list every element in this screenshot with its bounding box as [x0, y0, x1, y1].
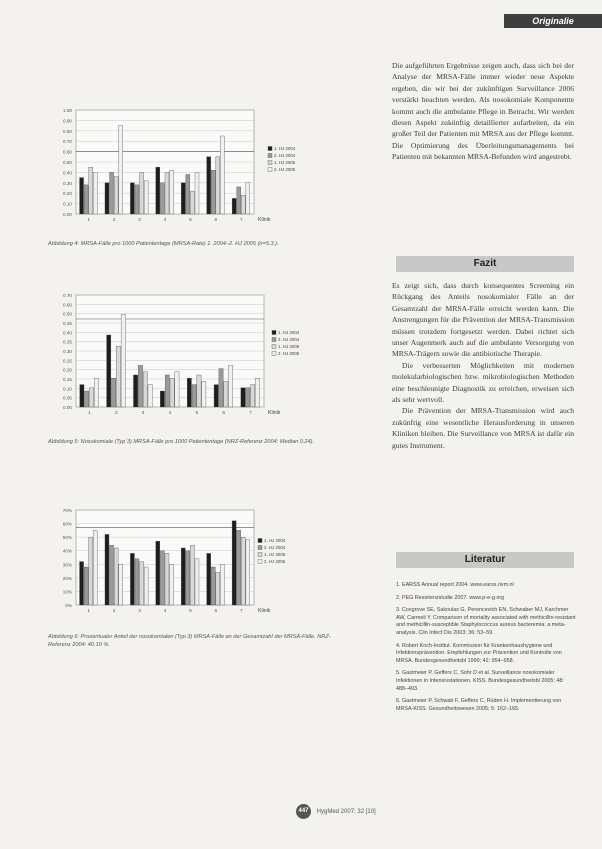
bar: [165, 172, 169, 214]
bar: [255, 378, 259, 407]
legend-label: 1. HJ 2005: [264, 552, 286, 557]
bar: [107, 335, 111, 407]
legend-label: 1. HJ 2005: [274, 160, 296, 165]
legend-label: 1. HJ 2004: [274, 146, 296, 151]
bar: [119, 126, 123, 214]
x-tick-label: 3: [138, 218, 141, 223]
reference-item: 3. Cosgrove SE, Sakoulas G, Perencevich EN, Schwaber MJ, Karchmer AW, Carmeli Y. Comparison of mortality associated with methicillin-resistant and methicillin-susceptible Staphylococcus aureus bacteremia: a meta-analysis. Clin Infect Dis 2003; 36: 53–59.: [396, 607, 576, 636]
x-tick-label: 7: [239, 218, 243, 223]
y-tick-label: 20%: [62, 575, 72, 581]
x-tick-label: 7: [249, 411, 252, 416]
x-tick-label: 3: [141, 411, 145, 416]
bar: [84, 185, 88, 214]
legend-swatch: [268, 147, 272, 151]
bar: [93, 172, 97, 214]
y-tick-label: 0.20: [63, 191, 72, 197]
bar: [130, 553, 134, 605]
bar: [140, 562, 144, 605]
legend-swatch: [258, 539, 262, 543]
x-tick-label: 4: [168, 411, 172, 416]
y-tick-label: 0.60: [63, 302, 72, 308]
y-tick-label: 0.70: [63, 139, 72, 145]
bar: [170, 564, 174, 605]
bar: [116, 346, 120, 407]
bar: [160, 391, 164, 407]
section-tag: Originalie: [504, 14, 602, 28]
x-tick-label: 6: [214, 218, 218, 223]
bar: [133, 375, 137, 407]
y-tick-label: 30%: [62, 562, 72, 568]
bar: [211, 170, 215, 214]
figure-caption: Abbildung 5: Nosokomiale (Typ 3) MRSA-Fälle pro 1000 Patiententage (NRZ-Referenz 2004: Median 0.24).: [48, 439, 315, 445]
bar: [241, 195, 245, 214]
legend-swatch: [258, 553, 262, 557]
legend-label: 2. HJ 2005: [278, 351, 300, 356]
y-tick-label: 0.25: [63, 358, 72, 364]
bar: [251, 385, 255, 407]
bar: [135, 185, 139, 214]
bar: [211, 567, 215, 605]
bar: [165, 375, 169, 407]
bar: [165, 553, 169, 605]
x-tick-label: 1: [88, 411, 91, 416]
bar: [135, 559, 139, 605]
y-tick-label: 0.45: [63, 321, 72, 326]
y-tick-label: 0.40: [63, 330, 72, 336]
bar: [237, 530, 241, 605]
bar: [229, 365, 233, 407]
bar: [140, 172, 144, 214]
x-tick-label: 1: [87, 218, 91, 223]
x-tick-label: 5: [189, 218, 192, 223]
bar: [197, 375, 201, 407]
bar: [84, 567, 88, 605]
bar: [246, 540, 250, 605]
bar: [121, 314, 125, 407]
bar: [144, 181, 148, 214]
bar: [186, 551, 190, 605]
y-tick-label: 0.30: [63, 349, 72, 354]
bar: [89, 537, 93, 605]
bar: [181, 548, 185, 605]
bar: [195, 559, 199, 605]
reference-item: 4. Robert Koch-Institut. Kommission für Krankenhaushygiene und Infektionsprävention. Empfehlungen zur Prävention und Kontrolle von MRSA. Bundesgesundheitsbl 1999; 42: 954–958.: [396, 642, 562, 664]
bar: [80, 385, 84, 407]
figure-caption: Abbildung 6: Prozentualer Anteil der nosokomialen (Typ 3) MRSA-Fälle an der Gesamtzahl der MRSA-Fälle. NRZ-Referenz 2004: 40.10 %.: [48, 634, 331, 648]
x-tick-label: 2: [112, 218, 116, 223]
y-tick-label: 0.30: [63, 180, 72, 186]
bar: [190, 191, 194, 214]
bar: [224, 381, 228, 407]
bar: [220, 564, 224, 605]
y-tick-label: 0.20: [63, 367, 72, 373]
bar: [160, 551, 164, 605]
bar: [246, 388, 250, 407]
legend-label: 2. HJ 2005: [264, 559, 286, 564]
bar: [160, 183, 164, 214]
bar: [138, 365, 142, 407]
x-tick-label: 4: [163, 609, 167, 614]
bar: [190, 545, 194, 605]
page-number: 447: [296, 804, 311, 819]
bar: [216, 572, 220, 605]
y-tick-label: 1.00: [63, 108, 72, 113]
reference-item: 2. PEG Resistenzstudie 2007. www.p-e-g.org: [396, 594, 505, 601]
y-tick-label: 10%: [62, 589, 72, 595]
x-tick-label: 3: [138, 609, 141, 614]
bar: [105, 183, 109, 214]
bar: [80, 562, 84, 605]
bar: [93, 530, 97, 605]
x-tick-label: 5: [189, 609, 192, 614]
reference-item: 1. EARSS Annual report 2004. www.earss.rivm.nl: [396, 582, 514, 588]
y-tick-label: 0.00: [63, 212, 72, 217]
bar: [214, 385, 218, 407]
y-tick-label: 0.15: [63, 377, 72, 382]
bar: [207, 157, 211, 214]
reference-item: 5. Gastmeier P, Geffers C, Sohr D et al. Surveillance nosokomialer Infektionen in Intensivstationen. KISS. Bundesgesundheitsbl 2005; 48: 488–493.: [396, 670, 564, 692]
y-tick-label: 0.90: [63, 118, 72, 124]
bar: [111, 378, 115, 407]
chart-group: [63, 293, 300, 416]
bar: [207, 553, 211, 605]
legend-swatch: [258, 546, 262, 550]
y-tick-label: 0.35: [63, 339, 72, 345]
bar: [175, 372, 179, 407]
bar: [237, 187, 241, 214]
y-tick-label: 50%: [62, 535, 72, 541]
bar: [220, 136, 224, 214]
bar: [192, 385, 196, 407]
legend-label: 2. HJ 2004: [274, 153, 296, 158]
y-tick-label: 0.05: [63, 395, 72, 401]
x-tick-label: 4: [163, 218, 167, 223]
legend-swatch: [268, 168, 272, 172]
legend-label: 2. HJ 2004: [264, 545, 286, 550]
y-tick-label: 40%: [62, 548, 72, 554]
legend-swatch: [272, 345, 276, 349]
y-tick-label: 0.10: [63, 386, 72, 392]
bar: [219, 369, 223, 407]
bar: [80, 178, 84, 214]
bar: [85, 391, 89, 407]
bar: [94, 378, 98, 407]
x-tick-label: 6: [214, 609, 218, 614]
y-tick-label: 0.80: [63, 128, 72, 134]
bar: [181, 183, 185, 214]
x-tick-label: 6: [222, 411, 226, 416]
bar: [130, 183, 134, 214]
y-tick-label: 70%: [62, 508, 72, 513]
legend-swatch: [272, 338, 276, 342]
bar: [241, 537, 245, 605]
legend-swatch: [272, 352, 276, 356]
y-tick-label: 0.10: [63, 201, 72, 207]
legend-label: 1. HJ 2004: [264, 538, 286, 543]
x-tick-label: 7: [239, 609, 243, 614]
y-tick-label: 0.40: [63, 170, 72, 176]
bar: [186, 174, 190, 214]
bar: [232, 521, 236, 605]
bar: [202, 381, 206, 407]
bar: [110, 172, 114, 214]
bar: [114, 177, 118, 214]
bar: [143, 372, 147, 407]
legend-label: 2. HJ 2005: [274, 167, 296, 172]
bar: [144, 567, 148, 605]
bar: [110, 545, 114, 605]
reference-item: 6. Gastmeier P, Schwab F, Geffers C, Rüden H. Implementierung von MRSA-KISS. Gesundheitswesen 2005; 5: 162–165.: [396, 698, 562, 712]
legend-label: 1. HJ 2004: [278, 330, 300, 335]
y-tick-label: 60%: [62, 521, 72, 527]
reference-list: [396, 582, 576, 718]
bar: [156, 541, 160, 605]
bar: [105, 534, 109, 605]
y-tick-label: 0.50: [63, 311, 72, 317]
chart-group: [63, 108, 296, 223]
legend-label: 2. HJ 2004: [278, 337, 300, 342]
x-tick-label: 5: [195, 411, 199, 416]
x-axis-label: Klinik: [258, 217, 271, 223]
journal-citation: HygMed 2007; 32 [10]: [316, 809, 376, 816]
bar: [114, 548, 118, 605]
figure-caption: Abbildung 4: MRSA-Fälle pro 1000 Patiententage (MRSA-Rate) 1. 2004–2. HJ 2005 (n=5.3.).: [48, 241, 279, 247]
y-tick-label: 0.60: [63, 149, 72, 155]
paragraph: Die Prävention der MRSA-Transmission wird auch zukünftig eine wesentliche Herausforderung in unseren Kliniken bleiben. Die Surveillance von MRSA ist dafür ein gutes Instrument.: [392, 406, 574, 450]
x-tick-label: 1: [87, 609, 91, 614]
y-tick-label: 0.70: [63, 293, 72, 298]
fazit-heading: Fazit: [396, 256, 574, 272]
chart-group: [63, 508, 286, 614]
bar: [195, 172, 199, 214]
bar: [89, 388, 93, 407]
paragraph: Die verbesserten Möglichkeiten mit modernen molekularbiologischen bzw. mikrobiologischen Methoden eine beschleunigte Diagnostik zu erreichen, erweisen sich als sehr wertvoll.: [392, 360, 574, 405]
paragraph: Es zeigt sich, dass durch konsequentes Screening ein Rückgang des Anteils nosokomialer Fälle an der Gesamtzahl der MRSA-Fälle erreicht werden kann. Die Anstrengungen für die Prävention der MRSA-Transmission müssen trotzdem fortgesetzt werden. Dabei richtet sich unser Augenmerk auch auf die ambulante Versorgung von MRSA-Trägern sowie die antibiotische Therapie.: [392, 281, 574, 359]
x-tick-label: 2: [112, 609, 116, 614]
bar: [232, 198, 236, 214]
y-tick-label: 0%: [65, 603, 72, 608]
bar: [170, 378, 174, 407]
legend-label: 1. HJ 2005: [278, 344, 300, 349]
y-tick-label: 0.00: [63, 405, 72, 410]
x-axis-label: Klinik: [258, 608, 271, 614]
bar: [156, 167, 160, 214]
literatur-heading: Literatur: [396, 552, 574, 568]
body-text: [392, 60, 574, 163]
legend-swatch: [258, 560, 262, 564]
bar: [170, 170, 174, 214]
bar: [89, 167, 93, 214]
bar: [246, 183, 250, 214]
legend-swatch: [268, 161, 272, 165]
bar: [148, 385, 152, 407]
bar: [241, 388, 245, 407]
page-footer: [296, 804, 376, 819]
y-tick-label: 0.50: [63, 160, 72, 165]
x-tick-label: 2: [114, 411, 118, 416]
bar: [216, 157, 220, 214]
fazit-text: [392, 280, 574, 451]
legend-swatch: [272, 331, 276, 335]
legend-swatch: [268, 154, 272, 158]
bar: [119, 564, 123, 605]
paragraph: Die aufgeführten Ergebnisse zeigen auch, dass sich bei der Analyse der MRSA-Fälle immer wieder neue Aspekte ergeben, die wir bei der zukünftigen Surveillance 2006 verstärkt beachten werden. Als nosokomiale Komponente kommt auch die ambulante Pflege in Betracht. Wir werden diesen Aspekt zukünftig detaillierter aufarbeiten, da ein großer Teil der Patienten mit MRSA aus der Pflege kommt. Die Optimierung des Überleitungsmanagements bei Patienten mit bekannten MRSA-Befunden wird angestrebt.: [392, 61, 574, 162]
bar: [187, 378, 191, 407]
x-axis-label: Klinik: [268, 410, 281, 416]
